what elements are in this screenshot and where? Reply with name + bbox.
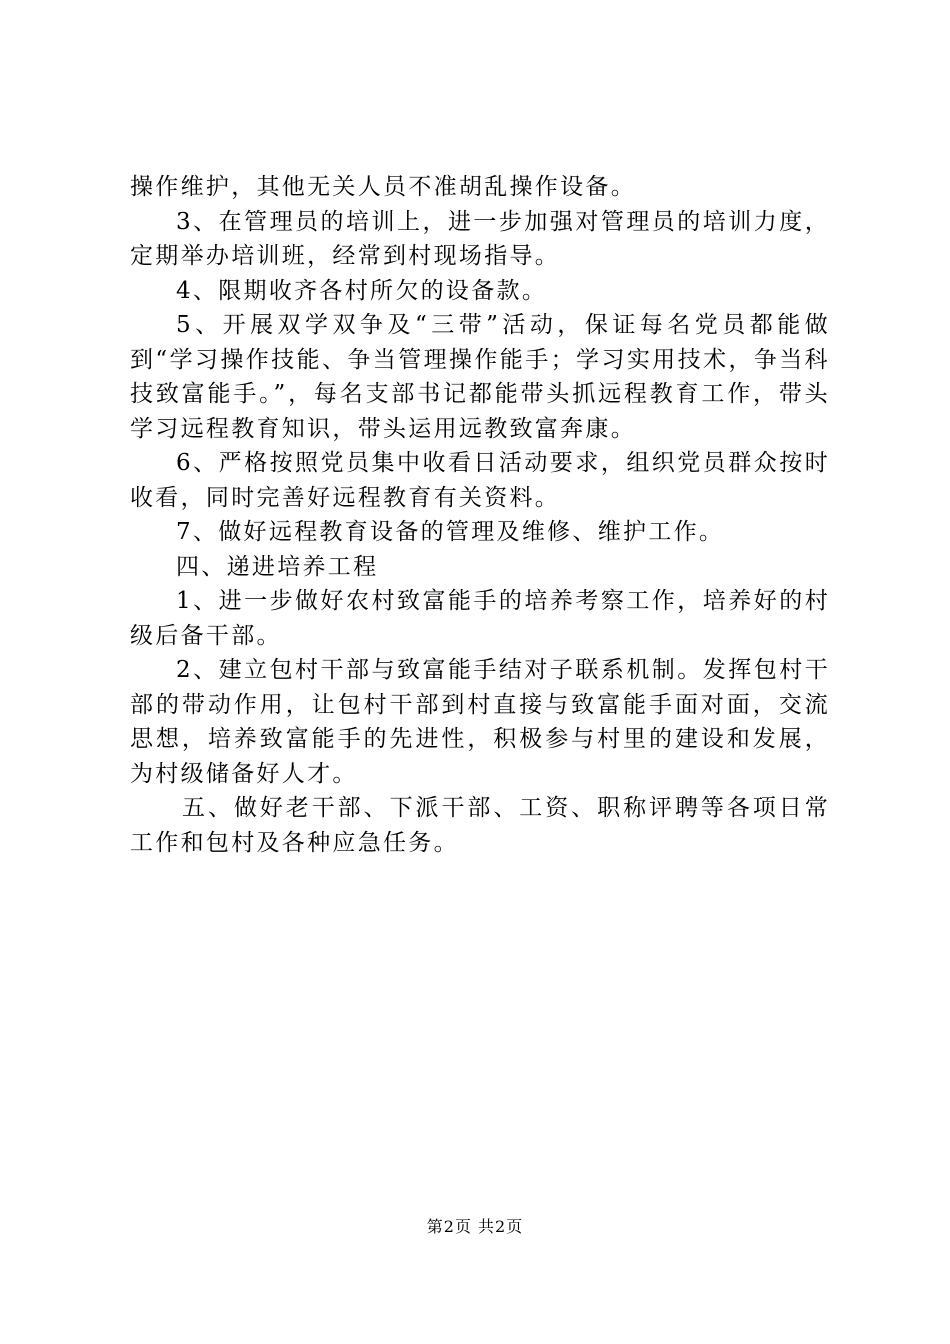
page-number-footer: 第2页 共2页 [426, 1217, 524, 1236]
paragraph-item-5: 5、开展双学双争及“三带”活动，保证每名党员都能做到“学习操作技能、争当管理操作能手；学习实用技术，争当科技致富能手。”，每名支部书记都能带头抓远程教育工作，带头学习远程教育知识，带头运用远教致富奔康。 [130, 312, 830, 442]
section-heading-4: 四、递进培养工程 [176, 553, 379, 580]
paragraph-item-1: 1、进一步做好农村致富能手的培养考察工作，培养好的村级后备干部。 [130, 588, 830, 649]
paragraph-item-6: 6、严格按照党员集中收看日活动要求，组织党员群众按时收看，同时完善好远程教育有关资料。 [130, 450, 830, 511]
paragraph-item-3: 3、在管理员的培训上，进一步加强对管理员的培训力度，定期举办培训班，经常到村现场指导。 [130, 208, 830, 269]
paragraph-item-4: 4、限期收齐各村所欠的设备款。 [176, 277, 548, 304]
section-heading-5: 五、做好老干部、下派干部、工资、职称评聘等各项日常工作和包村及各种应急任务。 [130, 795, 830, 856]
paragraph-item-7: 7、做好远程教育设备的管理及维修、维护工作。 [176, 519, 725, 545]
paragraph-item-2: 2、建立包村干部与致富能手结对子联系机制。发挥包村干部的带动作用，让包村干部到村直接与致富能手面对面，交流思想，培养致富能手的先进性，积极参与村里的建设和发展，为村级储备好人才。 [130, 657, 830, 787]
document-body [130, 170, 830, 860]
paragraph-continuation: 操作维护，其他无关人员不准胡乱操作设备。 [130, 174, 636, 200]
